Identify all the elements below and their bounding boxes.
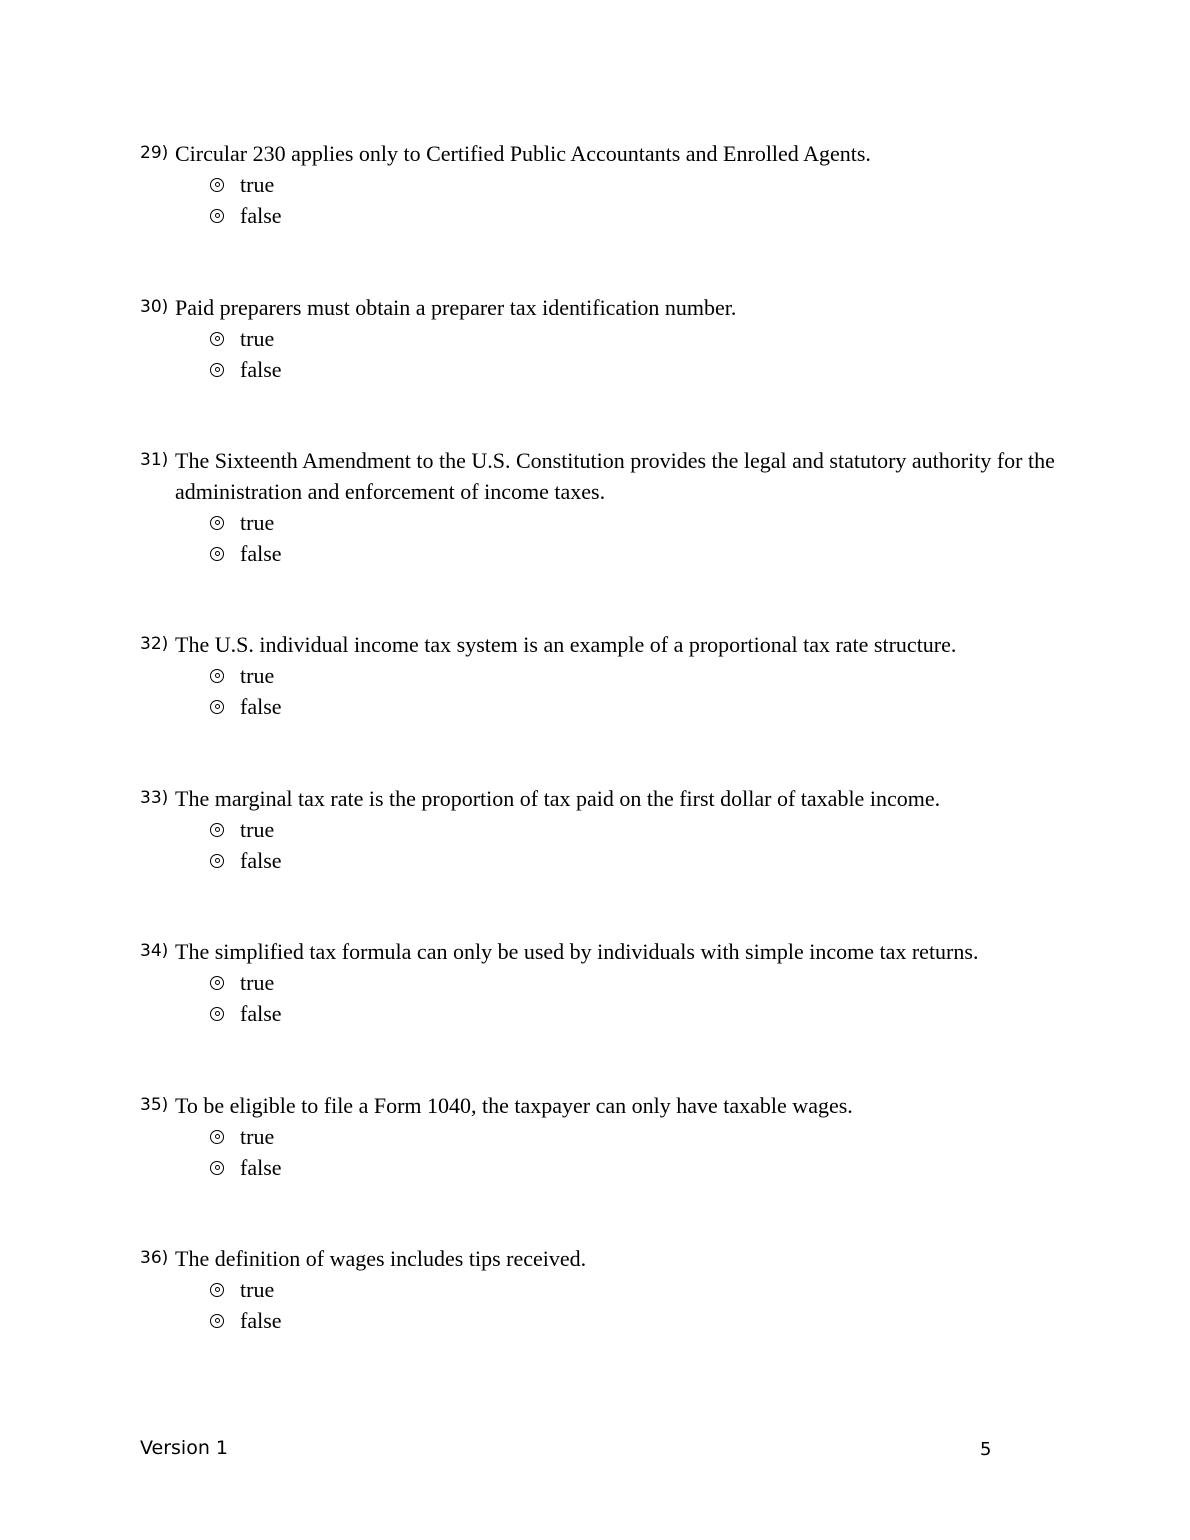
option-false[interactable]: [210, 200, 1060, 231]
option-true[interactable]: [210, 323, 1060, 354]
option-label: true: [240, 817, 275, 842]
option-true[interactable]: [210, 814, 1060, 845]
radio-icon[interactable]: [210, 1314, 224, 1328]
question-36: [140, 1243, 1060, 1336]
question-number: 29): [140, 143, 169, 163]
radio-icon[interactable]: [210, 823, 224, 837]
question-text: Circular 230 applies only to Certified Public Accountants and Enrolled Agents.: [175, 141, 871, 166]
question-34: [140, 936, 1060, 1029]
question-number: 35): [140, 1095, 169, 1115]
option-true[interactable]: [210, 1121, 1060, 1152]
option-label: false: [240, 1308, 282, 1333]
option-false[interactable]: [210, 845, 1060, 876]
radio-icon[interactable]: [210, 1283, 224, 1297]
question-text: The Sixteenth Amendment to the U.S. Constitution provides the legal and statutory authority for the administration and enforcement of income taxes.: [175, 448, 1055, 504]
question-text: The simplified tax formula can only be used by individuals with simple income tax returns.: [175, 939, 979, 964]
option-label: true: [240, 1124, 275, 1149]
option-true[interactable]: [210, 660, 1060, 691]
option-label: false: [240, 357, 282, 382]
option-label: true: [240, 970, 275, 995]
radio-icon[interactable]: [210, 332, 224, 346]
question-number: 31): [140, 450, 169, 470]
question-30: [140, 292, 1060, 385]
option-true[interactable]: [210, 507, 1060, 538]
radio-icon[interactable]: [210, 209, 224, 223]
option-true[interactable]: [210, 169, 1060, 200]
radio-icon[interactable]: [210, 1161, 224, 1175]
option-label: true: [240, 663, 275, 688]
question-text: To be eligible to file a Form 1040, the taxpayer can only have taxable wages.: [175, 1093, 853, 1118]
radio-icon[interactable]: [210, 547, 224, 561]
question-number: 33): [140, 788, 169, 808]
question-31: [140, 445, 1060, 569]
question-number: 32): [140, 634, 169, 654]
radio-icon[interactable]: [210, 976, 224, 990]
option-label: true: [240, 326, 275, 351]
question-29: [140, 138, 1060, 231]
option-label: true: [240, 510, 275, 535]
radio-icon[interactable]: [210, 178, 224, 192]
radio-icon[interactable]: [210, 363, 224, 377]
radio-icon[interactable]: [210, 1130, 224, 1144]
option-label: true: [240, 172, 275, 197]
question-text: The marginal tax rate is the proportion of tax paid on the first dollar of taxable income.: [175, 786, 941, 811]
question-text: Paid preparers must obtain a preparer tax identification number.: [175, 295, 737, 320]
option-label: false: [240, 1155, 282, 1180]
question-number: 30): [140, 297, 169, 317]
option-false[interactable]: [210, 354, 1060, 385]
option-label: false: [240, 1001, 282, 1026]
footer-version: Version 1: [140, 1437, 228, 1459]
question-number: 34): [140, 941, 169, 961]
question-number: 36): [140, 1248, 169, 1268]
question-text: The definition of wages includes tips received.: [175, 1246, 587, 1271]
option-label: false: [240, 848, 282, 873]
radio-icon[interactable]: [210, 669, 224, 683]
footer-page-number: 5: [980, 1439, 992, 1460]
option-label: false: [240, 541, 282, 566]
option-label: false: [240, 203, 282, 228]
radio-icon[interactable]: [210, 1007, 224, 1021]
radio-icon[interactable]: [210, 516, 224, 530]
question-33: [140, 783, 1060, 876]
question-text: The U.S. individual income tax system is an example of a proportional tax rate structure.: [175, 632, 957, 657]
option-true[interactable]: [210, 1274, 1060, 1305]
question-35: [140, 1090, 1060, 1183]
option-false[interactable]: [210, 538, 1060, 569]
option-false[interactable]: [210, 998, 1060, 1029]
option-false[interactable]: [210, 691, 1060, 722]
option-label: false: [240, 694, 282, 719]
radio-icon[interactable]: [210, 854, 224, 868]
option-false[interactable]: [210, 1305, 1060, 1336]
radio-icon[interactable]: [210, 700, 224, 714]
option-true[interactable]: [210, 967, 1060, 998]
option-false[interactable]: [210, 1152, 1060, 1183]
option-label: true: [240, 1277, 275, 1302]
question-32: [140, 629, 1060, 722]
